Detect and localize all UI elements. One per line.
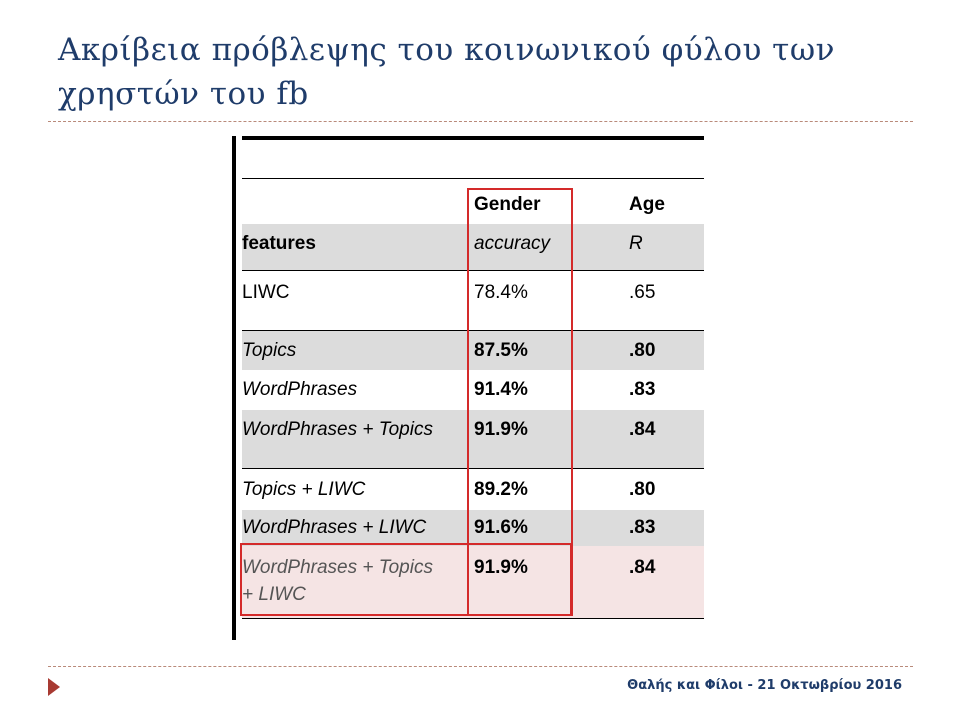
header-gender: Gender [474,194,541,215]
triangle-bullet-icon [48,678,60,696]
best-row-highlight-box [240,543,572,616]
header-accuracy: accuracy [474,233,551,254]
header-features: features [242,233,316,254]
row-accuracy: 91.9% [474,419,528,440]
row-r: .84 [629,557,656,578]
row-r: .84 [629,419,656,440]
table-rule [242,178,704,179]
row-r: .83 [629,379,656,400]
row-accuracy: 91.9% [474,557,528,578]
row-accuracy: 78.4% [474,282,528,303]
footer-divider [48,666,913,667]
row-accuracy: 89.2% [474,479,528,500]
row-r: .80 [629,479,656,500]
header-age: Age [629,194,665,215]
table-top-rule [242,136,704,140]
row-feature: Topics + LIWC [242,479,366,500]
row-accuracy: 91.4% [474,379,528,400]
row-r: .83 [629,517,656,538]
slide-title [58,28,918,116]
row-feature: Topics [242,340,297,361]
row-feature-line-1: WordPhrases + Topics [242,557,433,578]
title-divider [48,121,913,122]
row-accuracy: 87.5% [474,340,528,361]
row-feature-line-2: + LIWC [242,584,306,605]
slide-title-line-1: Ακρίβεια πρόβλεψης του κοινωνικού φύλου των [58,32,835,68]
header-r: R [629,233,643,254]
row-r: .80 [629,340,656,361]
row-feature: WordPhrases [242,379,358,400]
row-feature: LIWC [242,282,290,303]
slide-title-line-2: χρηστών του fb [58,76,309,112]
results-table [232,136,704,640]
row-r: .65 [629,282,656,303]
row-accuracy: 91.6% [474,517,528,538]
table-left-border [232,136,236,640]
row-feature: WordPhrases + LIWC [242,517,427,538]
footer-text: Θαλής και Φίλοι - 21 Οκτωβρίου 2016 [627,678,902,693]
row-feature: WordPhrases + Topics [242,419,433,440]
table-bottom-rule [242,618,704,619]
